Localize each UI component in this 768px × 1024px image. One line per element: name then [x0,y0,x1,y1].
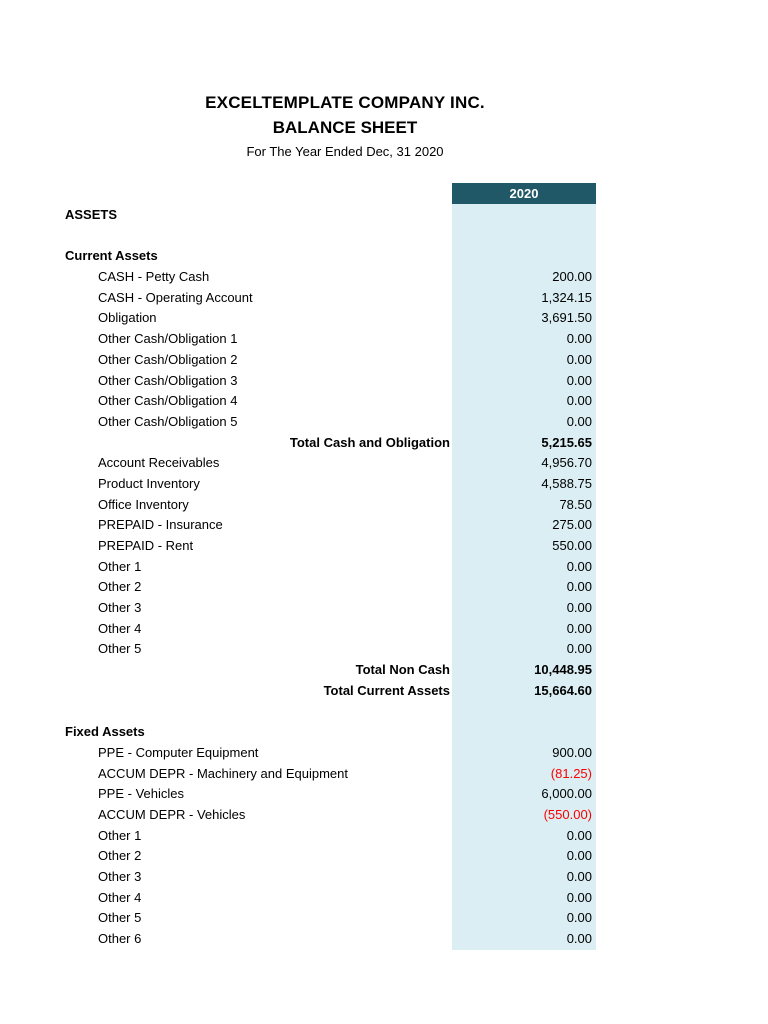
row-value: 900.00 [552,744,592,760]
row-label: ASSETS [65,207,118,222]
line-item-row [0,473,768,494]
line-item-row [0,597,768,618]
line-item-row [0,514,768,535]
row-value: 0.00 [566,579,592,595]
line-item-row [0,804,768,825]
row-label: CASH - Operating Account [98,289,253,305]
line-item-row [0,390,768,411]
row-label: Product Inventory [98,475,200,491]
row-label: Other 2 [98,848,142,864]
row-label: Other 5 [98,910,142,926]
line-item-row [0,845,768,866]
row-value: 0.00 [566,889,592,905]
row-value: 0.00 [566,869,592,884]
row-value: 3,691.50 [541,310,592,326]
line-item-row [0,907,768,928]
row-value: (550.00) [543,806,592,822]
total-row [0,659,768,680]
row-label: Other Cash/Obligation 2 [98,351,238,367]
row-value: 0.00 [566,827,592,843]
year-column-header: 2020 [452,183,596,204]
line-item-row [0,494,768,515]
line-item-row [0,763,768,784]
line-item-row [0,328,768,349]
row-label: PREPAID - Rent [98,538,194,553]
row-value: 78.50 [559,496,592,512]
line-item-row [0,783,768,804]
blank-row [0,701,768,722]
row-label: ACCUM DEPR - Machinery and Equipment [98,765,348,781]
line-item-row [0,266,768,287]
row-label: Other 6 [98,931,142,947]
row-label: Current Assets [65,248,158,264]
row-label: Other Cash/Obligation 1 [98,331,238,347]
row-label: Other Cash/Obligation 4 [98,393,238,409]
row-label: PPE - Vehicles [98,786,184,802]
row-label: Other 3 [98,869,142,884]
row-value: 4,956.70 [541,455,592,471]
row-label: CASH - Petty Cash [98,269,210,285]
line-item-row [0,411,768,432]
line-item-row [0,887,768,908]
row-label: ACCUM DEPR - Vehicles [98,806,246,822]
row-label: Other Cash/Obligation 3 [98,372,238,388]
line-item-row [0,556,768,577]
row-value: 200.00 [552,269,592,285]
row-value: 0.00 [566,931,592,947]
row-label: Total Non Cash [355,662,450,678]
line-item-row [0,638,768,659]
line-item-row [0,866,768,887]
line-item-row [0,742,768,763]
row-value: 550.00 [552,538,592,553]
row-value: 0.00 [566,393,592,409]
row-value: 0.00 [566,558,592,574]
row-label: Other 1 [98,558,142,574]
company-name: EXCELTEMPLATE COMPANY INC. [205,93,485,112]
row-value: 275.00 [552,517,592,533]
row-value: 0.00 [566,600,592,616]
row-value: 4,588.75 [541,475,592,491]
section-heading-row [0,204,768,225]
row-label: Other 4 [98,889,142,905]
section-heading-row [0,721,768,742]
line-item-row [0,287,768,308]
section-heading-row [0,245,768,266]
line-item-row [0,535,768,556]
row-value: 0.00 [566,620,592,636]
row-label: Other 3 [98,600,142,616]
row-value: 0.00 [566,848,592,864]
row-value: 0.00 [566,641,592,657]
row-value: 0.00 [566,910,592,926]
row-label: Office Inventory [98,496,189,512]
line-item-row [0,452,768,473]
row-label: Total Current Assets [323,682,450,698]
sheet-title: BALANCE SHEET [272,118,418,137]
report-period: For The Year Ended Dec, 31 2020 [246,144,444,159]
row-label: Account Receivables [98,455,220,471]
row-label: PPE - Computer Equipment [98,744,259,760]
line-item-row [0,825,768,846]
line-item-row [0,307,768,328]
line-item-row [0,576,768,597]
row-label: Other Cash/Obligation 5 [98,413,238,429]
row-value: 5,215.65 [541,434,592,450]
line-item-row [0,349,768,370]
row-value: (81.25) [550,765,592,781]
row-value: 15,664.60 [534,682,592,698]
line-item-row [0,928,768,949]
row-label: Other 2 [98,579,142,595]
row-value: 0.00 [566,413,592,429]
total-row [0,432,768,453]
line-item-row [0,370,768,391]
row-label: PREPAID - Insurance [98,517,223,533]
row-value: 0.00 [566,331,592,347]
row-label: Total Cash and Obligation [289,434,450,450]
row-value: 0.00 [566,372,592,388]
row-value: 6,000.00 [541,786,592,802]
line-item-row [0,618,768,639]
blank-row [0,225,768,246]
row-label: Other 4 [98,620,142,636]
row-label: Other 5 [98,641,142,657]
row-label: Obligation [98,310,157,326]
row-value: 1,324.15 [541,289,592,305]
total-row [0,680,768,701]
row-label: Other 1 [98,827,142,843]
row-value: 10,448.95 [534,662,592,678]
row-value: 0.00 [566,351,592,367]
balance-sheet-rows [0,204,768,949]
row-label: Fixed Assets [65,724,145,740]
